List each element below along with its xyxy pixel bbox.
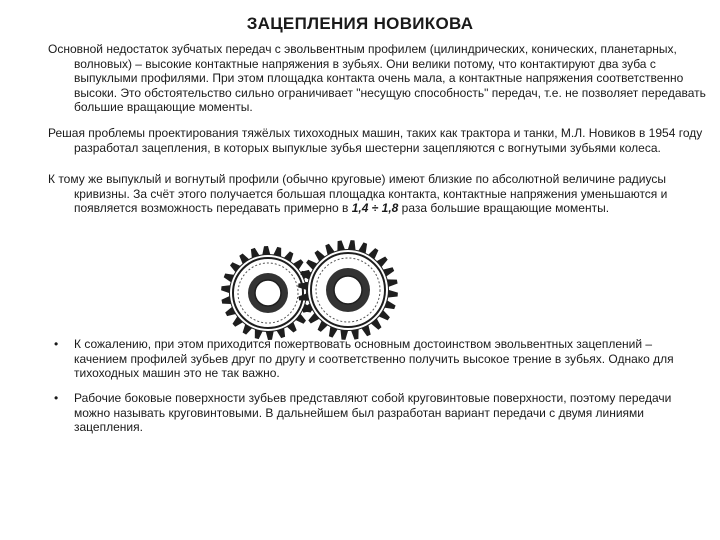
bullet-text: К сожалению, при этом приходится пожертвовать основным достоинством эвольвентных зацеплений – качением профилей зубьев друг по другу и соответственно получить высокое трение в зубьях. Однако для тихоходных машин это не так важно. bbox=[74, 337, 674, 381]
torque-ratio-highlight: 1,4 ÷ 1,8 bbox=[351, 201, 399, 216]
right-gear-icon bbox=[298, 240, 398, 340]
bullet-friction bbox=[54, 337, 694, 381]
bullet-circular-helical bbox=[54, 391, 694, 435]
left-gear-icon bbox=[221, 246, 315, 340]
paragraph-curvature-end: раза большие вращающие моменты. bbox=[398, 201, 610, 216]
bullet-marker: • bbox=[54, 391, 59, 405]
paragraph-drawback: Основной недостаток зубчатых передач с эвольвентным профилем (цилиндрических, конических, планетарных, волновых) – высокие контактные напряжения в зубьях. Они велики потому, что контактируют два зуба с выпуклыми профилями. При этом площадка контакта очень мала, а контактные напряжения соответственно высоки. Это обстоятельство сильно ограничивает "несущую способность" передач, т.е. не позволяет передавать большие вращающие моменты. bbox=[48, 42, 706, 115]
bullet-marker: • bbox=[54, 337, 59, 351]
paragraph-curvature bbox=[48, 172, 714, 216]
paragraph-novikov-solution: Решая проблемы проектирования тяжёлых тихоходных машин, таких как трактора и танки, М.Л. Новиков в 1954 году разработал зацепления, в которых выпуклые зубья шестерни зацепляются с вогнутыми зубьями колеса. bbox=[48, 126, 703, 155]
paragraph-curvature-text: К тому же выпуклый и вогнутый профили (обычно круговые) имеют близкие по абсолютной величине радиусы кривизны. За счёт этого получается большая площадка контакта, контактные напряжения уменьшаются и появляется возможность передавать примерно в bbox=[48, 172, 668, 216]
novikov-gears-illustration bbox=[210, 238, 410, 348]
slide-title: ЗАЦЕПЛЕНИЯ НОВИКОВА bbox=[246, 14, 474, 33]
bullet-text: Рабочие боковые поверхности зубьев представляют собой круговинтовые поверхности, поэтому передачи можно называть круговинтовыми. В дальнейшем был разработан вариант передачи с двумя линиями зацепления. bbox=[74, 391, 672, 435]
